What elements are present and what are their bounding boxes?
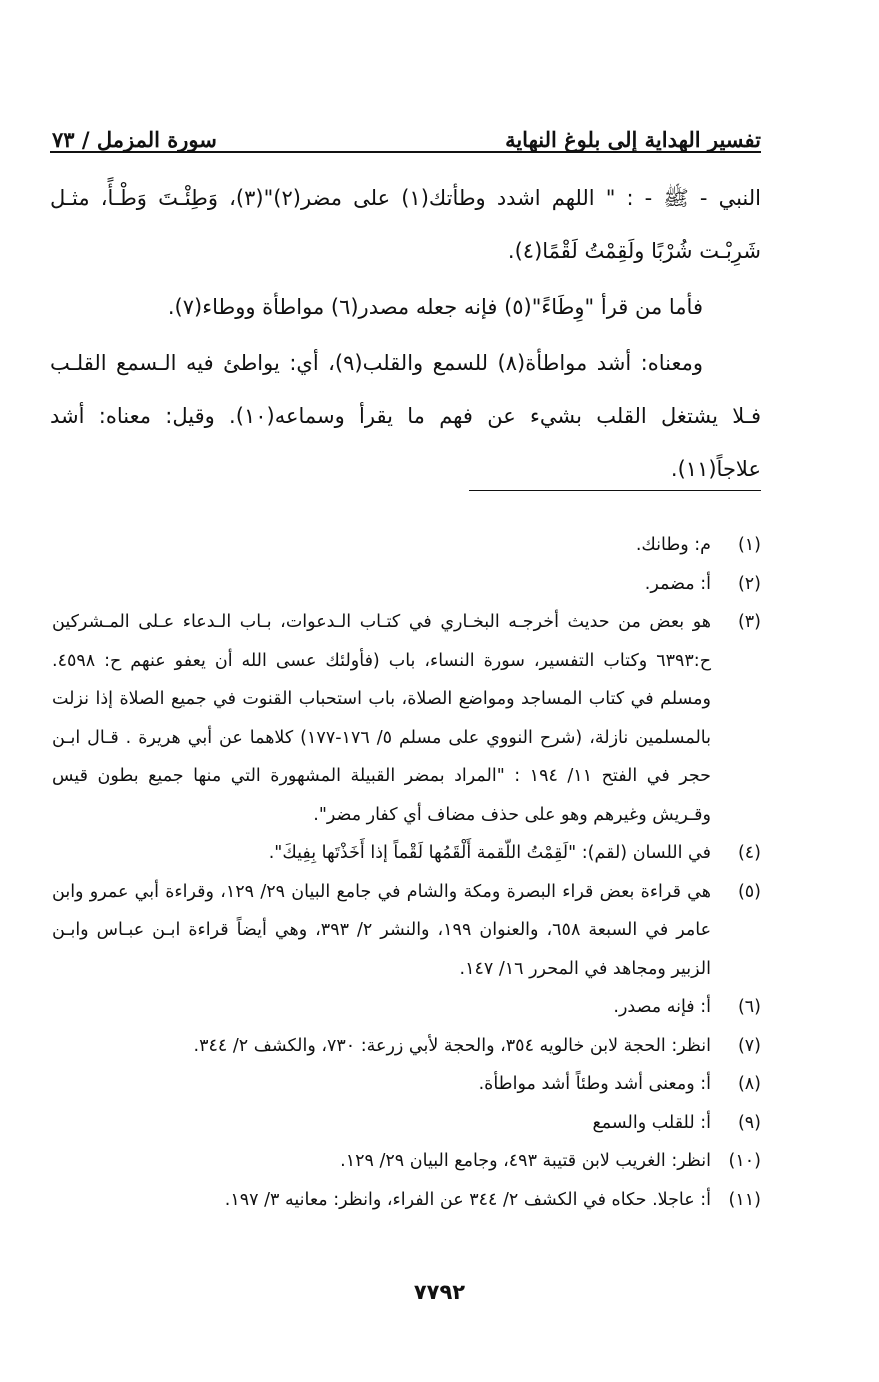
footnote-number: (٥)	[737, 881, 761, 902]
footnote-number: (٧)	[737, 1035, 761, 1056]
book-title: تفسير الهداية إلى بلوغ النهاية	[505, 127, 761, 152]
footnote-text: هو بعض من حديث أخرجـه البخـاري في كتـاب الـدعوات، بـاب الـدعاء عـلى المـشركين ح:٦٣٩٣ وكتاب التفسير، سورة النساء، باب (فأولئك عسى الله أن يعفو عنهم ح: ٤٥٩٨. ومسلم في كتاب المساجد ومواضع الصلاة، باب استحباب القنوت في جميع الصلاة إذا نزلت بالمسلمين نازلة، (شرح النووي على مسلم ٥/ ١٧٦-١٧٧) كلاهما عن أبي هريرة . قـال ابـن حجر في الفتح ١١/ ١٩٤ : "المراد بمضر القبيلة المشهورة التي منها جميع بطون قيس وقـريش وغيرهم وهو على حذف مضاف أي كفار مضر".	[52, 612, 711, 825]
footnote-item	[52, 1104, 761, 1143]
main-text	[50, 172, 761, 496]
footnote-text: أ: عاجلا. حكاه في الكشف ٢/ ٣٤٤ عن الفراء، وانظر: معانيه ٣/ ١٩٧.	[224, 1189, 711, 1210]
footnote-item	[52, 526, 761, 565]
footnote-item	[52, 834, 761, 873]
footnote-item	[52, 1027, 761, 1066]
footnote-divider	[469, 490, 761, 491]
header-divider	[50, 151, 761, 153]
footnote-item	[52, 565, 761, 604]
footnote-item	[52, 1181, 761, 1220]
body-paragraph: النبي - ﷺ - : " اللهم اشدد وطأتك(١) على مضر(٢)"(٣)، وَطِئْـتَ وَطْـأً، مثـل شَرِبْـت شُرْبًا ولَقِمْتُ لَقْمًا(٤).	[50, 186, 761, 263]
running-header	[52, 108, 761, 152]
footnote-text: في اللسان (لقم): "لَقِمْتُ اللّقمة أَلْقَمُها لَقْماً إذا أَخَذْتَها بِفِيكَ".	[268, 843, 711, 863]
footnote-number: (١)	[737, 535, 761, 555]
body-paragraph: ومعناه: أشد مواطأة(٨) للسمع والقلب(٩)، أي: يواطئ فيه الـسمع القلـب فـلا يشتغل القلب بشيء عن فهم ما يقرأ وسماعه(١٠). وقيل: معناه: أشد علاجاً(١١).	[50, 351, 761, 481]
footnote-item	[52, 988, 761, 1027]
footnote-item	[52, 1142, 761, 1181]
footnote-text: أ: فإنه مصدر.	[613, 997, 711, 1017]
footnote-number: (٨)	[737, 1074, 761, 1094]
footnote-text: م: وطانك.	[635, 535, 711, 555]
footnote-item	[52, 1065, 761, 1104]
footnote-text: أ: ومعنى أشد وطئاً أشد مواطأة.	[478, 1074, 711, 1094]
footnote-text: أ: للقلب والسمع	[592, 1112, 711, 1133]
footnote-text: هي قراءة بعض قراء البصرة ومكة والشام في جامع البيان ٢٩/ ١٢٩، وقراءة أبي عمرو وابن عامر في السبعة ٦٥٨، والعنوان ١٩٩، والنشر ٢/ ٣٩٣، وهي أيضاً قراءة ابـن عبـاس وابـن الزبير ومجاهد في المحرر ١٦/ ١٤٧.	[52, 881, 712, 979]
footnote-number: (١١)	[728, 1189, 761, 1210]
footnote-number: (٢)	[737, 573, 761, 594]
footnote-text: انظر: الغريب لابن قتيبة ٤٩٣، وجامع البيان ٢٩/ ١٢٩.	[340, 1151, 711, 1171]
page-number: ٧٧٩٢	[413, 1280, 466, 1304]
footnote-number: (٩)	[737, 1112, 761, 1133]
footnote-text: أ: مضمر.	[644, 573, 711, 594]
footnote-number: (٣)	[737, 612, 761, 632]
body-paragraph: فأما من قرأ "وِطَاءً"(٥) فإنه جعله مصدر(٦) مواطأة ووطاء(٧).	[167, 295, 703, 319]
footnote-item	[52, 603, 761, 834]
surah-page-label: سورة المزمل / ٧٣	[52, 127, 217, 152]
footnote-number: (٤)	[737, 843, 761, 863]
footnotes	[52, 526, 761, 1219]
footnote-number: (١٠)	[728, 1151, 761, 1171]
footnote-item	[52, 873, 761, 989]
footnote-number: (٦)	[737, 997, 761, 1017]
footnote-text: انظر: الحجة لابن خالويه ٣٥٤، والحجة لأبي زرعة: ٧٣٠، والكشف ٢/ ٣٤٤.	[193, 1035, 711, 1056]
